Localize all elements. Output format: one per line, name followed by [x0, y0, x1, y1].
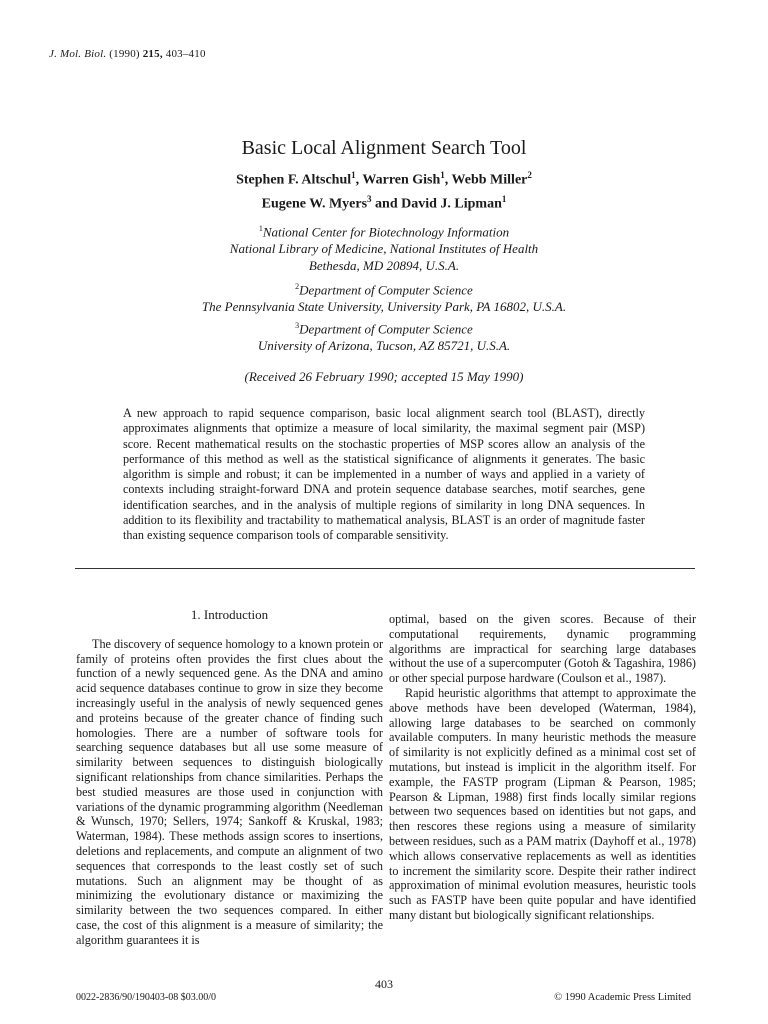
author-line-1: Stephen F. Altschul$^1$, Warren Gish$^1$, Webb Miller$^2$ [236, 170, 532, 188]
affiliation-2 [0, 278, 768, 315]
left-column [76, 608, 383, 948]
author-line-2 [0, 190, 768, 214]
author-name: Eugene W. Myers [261, 196, 368, 212]
affiliation-line: Department of Computer Science [299, 282, 473, 298]
paper-title: Basic Local Alignment Search Tool [241, 137, 527, 160]
affiliation-mark: 2 [295, 282, 300, 291]
affiliation-line: Bethesda, MD 20894, U.S.A. [308, 258, 460, 274]
section-heading: 1. Introduction [190, 607, 269, 622]
body-paragraph: The discovery of sequence homology to a known protein or family of proteins often provides the first clues about the function of a newly sequenced gene. As the DNA and amino acid sequence databases continue to grow in size they become increasingly useful in the analysis of newly sequenced genes and proteins because of the greater chance of finding such homologies. There are a number of software tools for searching sequence databases but all use some measure of similarity between sequences to distinguish biologically significant relationships from chance similarities. Perhaps the best studied measures are those used in conjunction with variations of the dynamic programming algorithm (Needleman & Wunsch, 1970; Sellers, 1974; Sankoff & Kruskal, 1983; Waterman, 1984). These methods assign scores to insertions, deletions and replacements, and compute an alignment of two sequences that corresponds to the least costly set of such mutations. Such an alignment may be thought of as minimizing the evolutionary distance or maximizing the similarity between the two sequences compared. In either case, the cost of this alignment is a measure of similarity; the algorithm guarantees it is [76, 636, 383, 947]
author-affil-mark: 1 [501, 193, 507, 204]
affiliation-1 [0, 220, 768, 274]
footer-copyright: © 1990 Academic Press Limited [554, 992, 691, 1003]
affiliation-line: National Library of Medicine, National Institutes of Health [229, 241, 539, 257]
footer-code: 0022-2836/90/190403-08 $03.00/0 [76, 992, 216, 1003]
author-name: Webb Miller [451, 172, 528, 188]
journal-volume: 215, [142, 48, 163, 60]
right-column [389, 612, 696, 923]
affiliation-mark: 1 [258, 224, 263, 233]
page-number: 403 [375, 977, 393, 991]
affiliation-3 [0, 317, 768, 354]
body-paragraph: optimal, based on the given scores. Because of their computational requirements, dynamic programming algorithms are impractical for searching large databases without the use of a supercomputer (Gotoh & Tagashira, 1986) or other special purpose hardware (Coulson et al., 1987). [389, 612, 696, 686]
author-name: Warren Gish [362, 172, 441, 188]
affiliation-line: University of Arizona, Tucson, AZ 85721, U.S.A. [257, 338, 511, 354]
author-list [0, 166, 768, 213]
author-joiner: and [375, 196, 398, 212]
journal-name: J. Mol. Biol. [49, 48, 107, 60]
author-name: David J. Lipman [401, 196, 502, 212]
author-affil-mark: 1 [351, 170, 356, 180]
affiliation-line: The Pennsylvania State University, University Park, PA 16802, U.S.A. [201, 299, 567, 315]
journal-reference [49, 48, 206, 60]
affiliation-line: Department of Computer Science [299, 321, 473, 337]
abstract: A new approach to rapid sequence comparison, basic local alignment search tool (BLAST), directly approximates alignments that optimize a measure of local similarity, the maximal segment pair (MSP) score. Recent mathematical results on the stochastic properties of MSP scores allow an analysis of the performance of this method as well as the statistical significance of alignments it generates. The basic algorithm is simple and robust; it can be implemented in a number of ways and applied in a variety of contexts including straight-forward DNA and protein sequence database searches, motif searches, gene identification searches, and in the analysis of multiple regions of similarity in long DNA sequences. In addition to its flexibility and tractability to mathematical analysis, BLAST is an order of magnitude faster than existing sequence comparison tools of comparable sensitivity. [123, 406, 645, 543]
affiliation-line: National Center for Biotechnology Information [262, 224, 510, 240]
affiliation-mark: 3 [295, 321, 300, 330]
author-affil-mark: 3 [367, 193, 372, 204]
received-dates: (Received 26 February 1990; accepted 15 May 1990) [244, 369, 524, 384]
journal-pages: 403–410 [165, 48, 206, 60]
author-affil-mark: 2 [527, 170, 532, 180]
author-affil-mark: 1 [440, 170, 445, 180]
author-name: Stephen F. Altschul [236, 172, 352, 188]
journal-year: (1990) [109, 48, 140, 60]
body-paragraph: Rapid heuristic algorithms that attempt to approximate the above methods have been developed (Waterman, 1984), allowing large databases to be searched on commonly available computers. In many heuristic methods the measure of similarity is not explicitly defined as a minimal cost set of mutations, but instead is implicit in the algorithm itself. For example, the FASTP program (Lipman & Pearson, 1985; Pearson & Lipman, 1988) first finds locally similar regions between two sequences based on identities but not gaps, and then rescores these regions using a measure of similarity between residues, such as a PAM matrix (Dayhoff et al., 1978) which allows conservative replacements as well as identities to increment the similarity score. Despite their rather indirect approximation of minimal evolution measures, heuristic tools such as FASTP have been quite popular and have identified many distant but biologically significant relationships. [389, 685, 696, 922]
section-divider [75, 568, 695, 569]
